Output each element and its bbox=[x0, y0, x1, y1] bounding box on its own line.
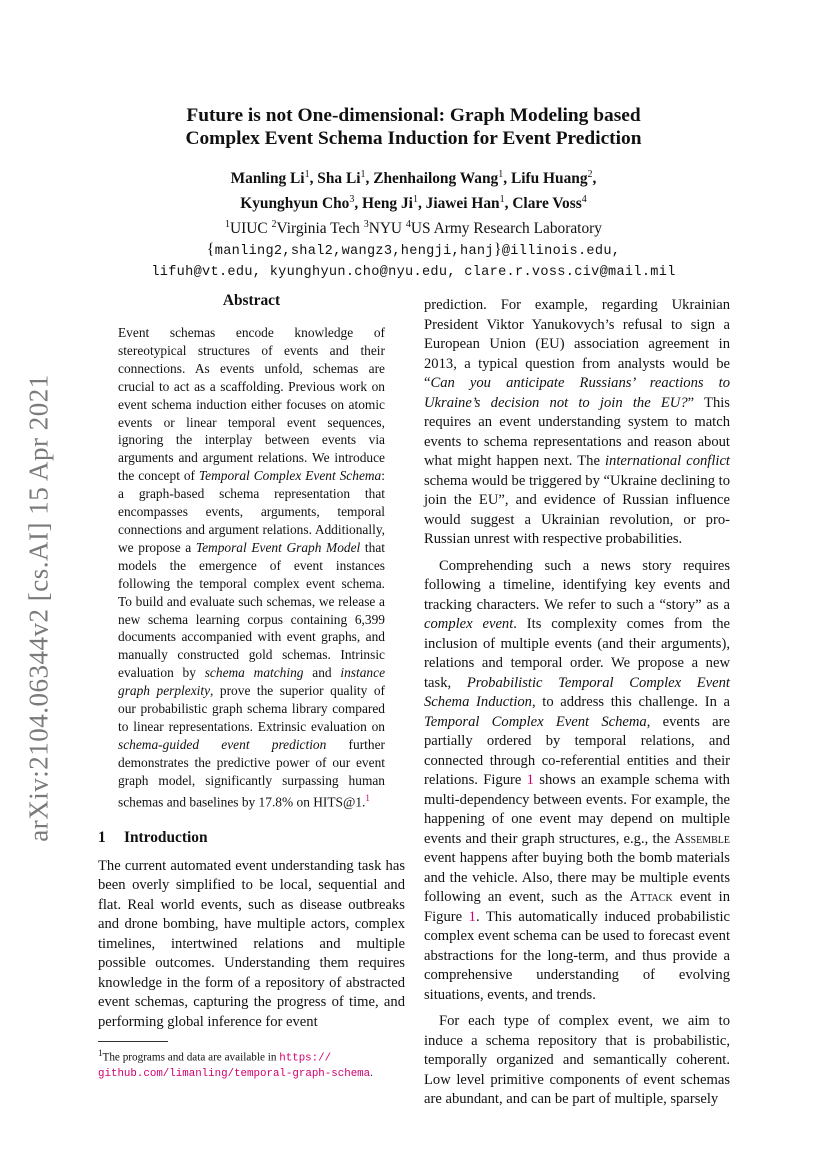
author-line-2: Kyunghyun Cho$^3$, Heng Ji$^1$, Jiawei Han$^1$, Clare Voss$^4$ bbox=[240, 194, 587, 213]
arxiv-stamp-text: arXiv:2104.06344v2 [cs.AI] 15 Apr 2021 bbox=[23, 374, 54, 842]
author-name: Sha Li bbox=[317, 170, 361, 188]
figure-reference-link[interactable]: 1 bbox=[468, 908, 476, 925]
author-list bbox=[100, 164, 727, 214]
author-name: Manling Li bbox=[230, 170, 305, 188]
author-name: Heng Ji bbox=[362, 195, 413, 213]
author-name: Jiawei Han bbox=[425, 195, 500, 213]
footnote: $^1$The programs and data are available in https:// github.com/limanling/temporal-graph-schema. bbox=[98, 1048, 373, 1080]
author-name: Clare Voss bbox=[512, 195, 582, 213]
author-name: Kyunghyun Cho bbox=[240, 195, 350, 213]
repo-link[interactable]: github.com/limanling/temporal-graph-schema bbox=[98, 1067, 371, 1080]
intro-paragraph-1: The current automated event understanding task has been overly simplified to be local, sequential and flat. Real world events, such as disease outbreaks and drone bombing, have multiple actors, complex timelines, intertwined relations and multiple possible outcomes. Understanding them requires knowledge in the form of a repository of abstracted event schemas, capturing the progress of time, and performing global inference for event bbox=[98, 857, 405, 1030]
right-column bbox=[424, 296, 730, 1117]
author-name: Zhenhailong Wang bbox=[373, 170, 499, 188]
abstract-heading: Abstract bbox=[222, 292, 281, 309]
title-block bbox=[100, 104, 727, 283]
abstract-text: Event schemas encode knowledge of stereotypical structures of events and their connections. As events unfold, schemas are crucial to act as a scaffolding. Previous work on event schema induction either focuses on atomic events or linear temporal event sequences, ignoring the interplay between events via arguments and argument relations. We introduce the concept of Temporal Complex Event Schema: a graph-based schema representation that encompasses events, arguments, temporal connections and argument relations. Additionally, we propose a Temporal Event Graph Model that models the emergence of event instances following the temporal complex event schema. To build and evaluate such schemas, we release a new schema learning corpus containing 6,399 documents accompanied with event graphs, and manually constructed gold schemas. Intrinsic evaluation by schema matching and instance graph perplexity, prove the superior quality of our probabilistic graph schema library compared to linear representations. Extrinsic evaluation on schema-guided event prediction further demonstrates the predictive power of our event graph model, significantly surpassing human schemas and baselines by 17.8% on HITS@1.$^1$ bbox=[118, 325, 386, 810]
author-line-1: Manling Li$^1$, Sha Li$^1$, Zhenhailong Wang$^1$, Lifu Huang$^2$, bbox=[230, 169, 597, 188]
paper-title bbox=[100, 104, 727, 150]
arxiv-stamp bbox=[19, 366, 59, 850]
repo-link[interactable]: https:// bbox=[279, 1052, 332, 1065]
left-column bbox=[98, 292, 405, 1032]
intro-paragraph-3: Comprehending such a news story requires following a timeline, identifying key events and tracking characters. We refer to such a “story” as a complex event. Its complexity comes from the inclusion of multiple events (and their arguments), relations and temporal order. We propose a new task, Probabilistic Temporal Complex Event Schema Induction, to address this challenge. In a Temporal Complex Event Schema, events are partially ordered by temporal relations, and connected through co-referential entities and their relations. Figure 1 shows an example schema with multi-dependency between events. For example, the happening of one event may depend on multiple events and their graph structures, e.g., the Assemble event happens after buying both the bomb materials and the vehicle. Also, there may be multiple events following an event, such as the Attack event in Figure 1. This automatically induced probabilistic complex event schema can be used to forecast event abstractions for the long-term, and thus provide a comprehensive understanding of evolving situations, events, and trends. bbox=[424, 557, 730, 1003]
footnote-divider bbox=[98, 1041, 168, 1042]
intro-paragraph-4: For each type of complex event, we aim to induce a schema repository that is probabilistic, temporally organized and semantically coherent. Low level primitive components of event schemas are abundant, and can be part of multiple, sparsely bbox=[424, 1013, 730, 1107]
footnote-marker[interactable]: 1 bbox=[365, 792, 370, 803]
figure-reference-link[interactable]: 1 bbox=[526, 772, 534, 788]
affiliations: $^1$UIUC $^2$Virginia Tech $^3$NYU $^4$US Army Research Laboratory bbox=[225, 219, 602, 238]
email-line-1: {manling2,shal2,wangz3,hengji,hanj}@illinois.edu, bbox=[206, 241, 621, 260]
author-name: Lifu Huang bbox=[510, 170, 588, 188]
email-line-2: lifuh@vt.edu, kyunghyun.cho@nyu.edu, clare.r.voss.civ@mail.mil bbox=[151, 265, 676, 281]
section-heading-introduction: 1 Introduction bbox=[98, 828, 208, 846]
title-line-2: Complex Event Schema Induction for Event Prediction bbox=[185, 128, 642, 149]
intro-paragraph-2: prediction. For example, regarding Ukrainian President Viktor Yanukovych’s refusal to sign a European Union (EU) association agreement in 2013, a typical question from analysts would be “Can you anticipate Russians’ reactions to Ukraine’s decision not to join the EU?” This requires an event understanding system to match events to schema representations and reason about what might happen next. The international conflict schema would be triggered by “Ukraine declining to join the EU”, and evidence of Russian influence would suggest a Ukrainian revolution, or pro-Russian unrest with respective probabilities. bbox=[424, 297, 730, 547]
title-line-1: Future is not One-dimensional: Graph Modeling based bbox=[186, 105, 641, 126]
